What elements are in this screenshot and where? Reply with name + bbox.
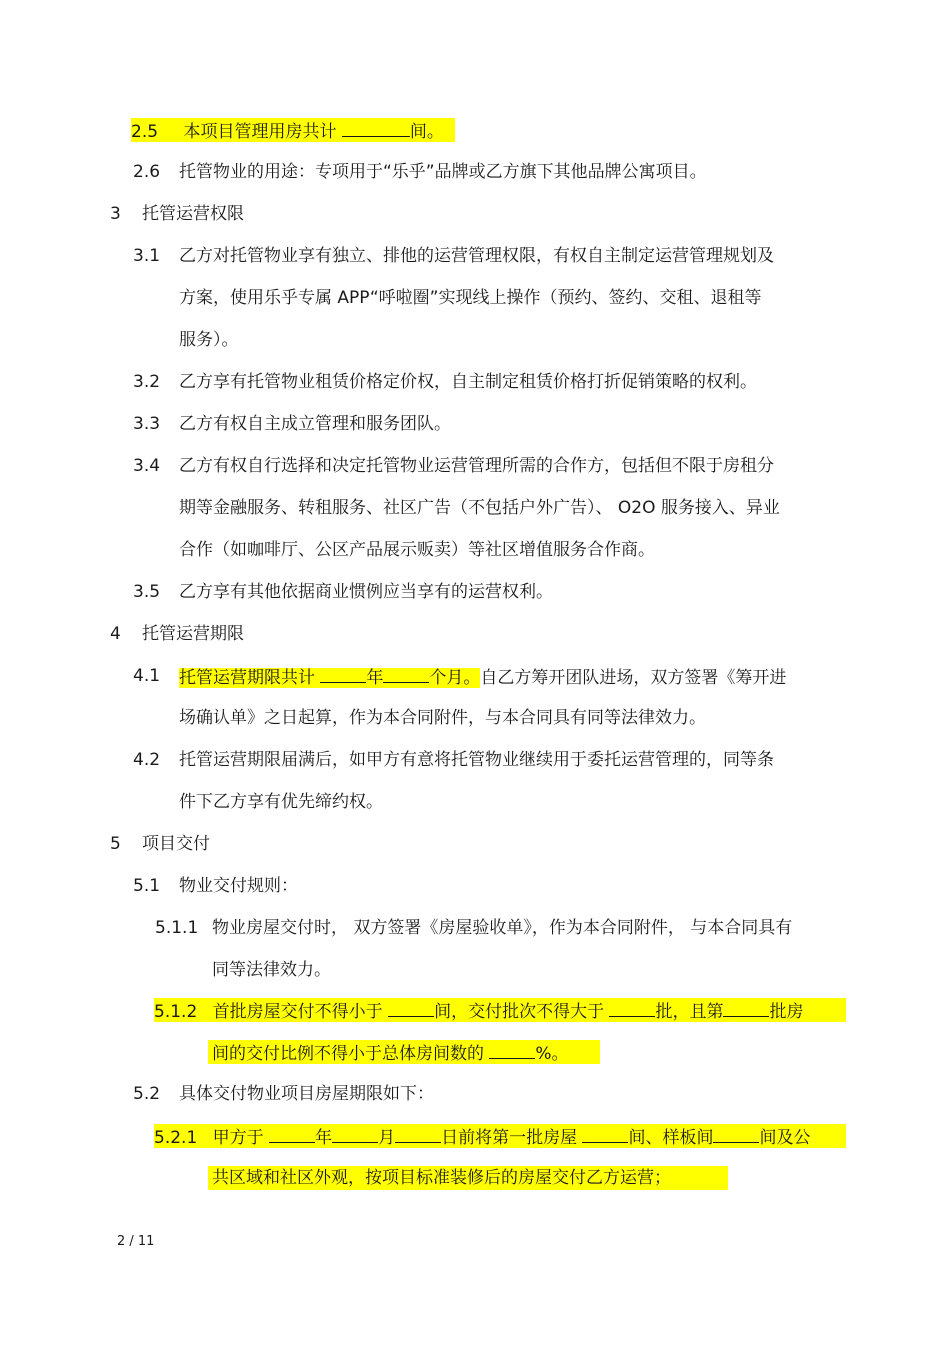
blank-field[interactable]	[332, 1124, 378, 1143]
item-number: 5.2.1	[154, 1128, 198, 1148]
section-title: 托管运营权限	[142, 204, 244, 224]
item-text: 托管运营期限届满后，如甲方有意将托管物业继续用于委托运营管理的，同等条	[179, 750, 774, 770]
item-text: 件下乙方享有优先缔约权。	[179, 792, 383, 812]
item-text: 合作（如咖啡厅、公区产品展示贩卖）等社区增值服务合作商。	[179, 540, 655, 560]
blank-field[interactable]	[383, 664, 429, 683]
item-text: 服务）。	[179, 330, 239, 350]
line-5-1-2-cont: 间的交付比例不得小于总体房间数的 %。	[208, 1040, 600, 1064]
item-number: 3.5	[133, 582, 161, 602]
line-5-2-1-cont: 共区域和社区外观，按项目标准装修后的房屋交付乙方运营；	[208, 1166, 728, 1190]
item-number: 3.2	[133, 372, 161, 392]
item-text: 乙方享有其他依据商业惯例应当享有的运营权利。	[179, 582, 553, 602]
section-number: 4	[110, 624, 121, 644]
item-text: 场确认单》之日起算，作为本合同附件，与本合同具有同等法律效力。	[179, 708, 706, 728]
item-number: 4.1	[133, 666, 161, 686]
section-number: 5	[110, 834, 121, 854]
section-title: 项目交付	[142, 834, 210, 854]
line-5-1-2: 5.1.2 首批房屋交付不得小于 间，交付批次不得大于 批，且第 批房	[154, 998, 846, 1022]
item-text: 本项目管理用房共计	[183, 122, 337, 142]
section-number: 3	[110, 204, 121, 224]
item-text: 乙方有权自主成立管理和服务团队。	[179, 414, 451, 434]
item-number: 5.2	[133, 1084, 161, 1104]
item-text: 间。	[409, 122, 444, 142]
item-text: 期等金融服务、转租服务、社区广告（不包括户外广告）、 O2O 服务接入、异业	[179, 498, 780, 518]
blank-field[interactable]	[723, 998, 769, 1017]
section-title: 托管运营期限	[142, 624, 244, 644]
blank-field[interactable]	[713, 1124, 759, 1143]
item-text: 物业房屋交付时， 双方签署《房屋验收单》，作为本合同附件， 与本合同具有	[212, 918, 793, 938]
item-text: 具体交付物业项目房屋期限如下：	[179, 1084, 434, 1104]
line-2-5	[131, 118, 455, 142]
item-text: 托管物业的用途：专项用于“乐乎”品牌或乙方旗下其他品牌公寓项目。	[179, 162, 707, 182]
item-number: 3.1	[133, 246, 161, 266]
item-number: 2.6	[133, 162, 161, 182]
blank-field[interactable]	[489, 1040, 535, 1059]
page-number: 2 / 11	[117, 1234, 155, 1249]
item-text: 方案，使用乐乎专属 APP“呼啦圈”实现线上操作（预约、签约、交租、退租等	[179, 288, 762, 308]
item-number: 5.1.2	[154, 1002, 198, 1022]
item-text: 托管运营期限共计 年 个月。自乙方筹开团队进场，双方签署《筹开进	[179, 664, 786, 688]
item-number: 5.1.1	[155, 918, 199, 938]
blank-field[interactable]	[582, 1124, 628, 1143]
item-text: 乙方对托管物业享有独立、排他的运营管理权限，有权自主制定运营管理规划及	[179, 246, 774, 266]
item-text: 乙方享有托管物业租赁价格定价权，自主制定租赁价格打折促销策略的权利。	[179, 372, 757, 392]
item-number: 3.3	[133, 414, 161, 434]
blank-field[interactable]	[342, 118, 410, 137]
item-number: 2.5	[131, 122, 159, 142]
item-text: 乙方有权自行选择和决定托管物业运营管理所需的合作方，包括但不限于房租分	[179, 456, 774, 476]
blank-field[interactable]	[269, 1124, 315, 1143]
blank-field[interactable]	[320, 664, 366, 683]
item-number: 5.1	[133, 876, 161, 896]
item-number: 3.4	[133, 456, 161, 476]
item-text: 同等法律效力。	[212, 960, 331, 980]
blank-field[interactable]	[395, 1124, 441, 1143]
blank-field[interactable]	[609, 998, 655, 1017]
blank-field[interactable]	[388, 998, 434, 1017]
item-number: 4.2	[133, 750, 161, 770]
line-5-2-1: 5.2.1 甲方于 年 月 日前将第一批房屋 间、样板间 间及公	[154, 1124, 846, 1148]
item-text: 物业交付规则：	[179, 876, 298, 896]
highlighted-text: 托管运营期限共计 年 个月。	[179, 668, 480, 688]
